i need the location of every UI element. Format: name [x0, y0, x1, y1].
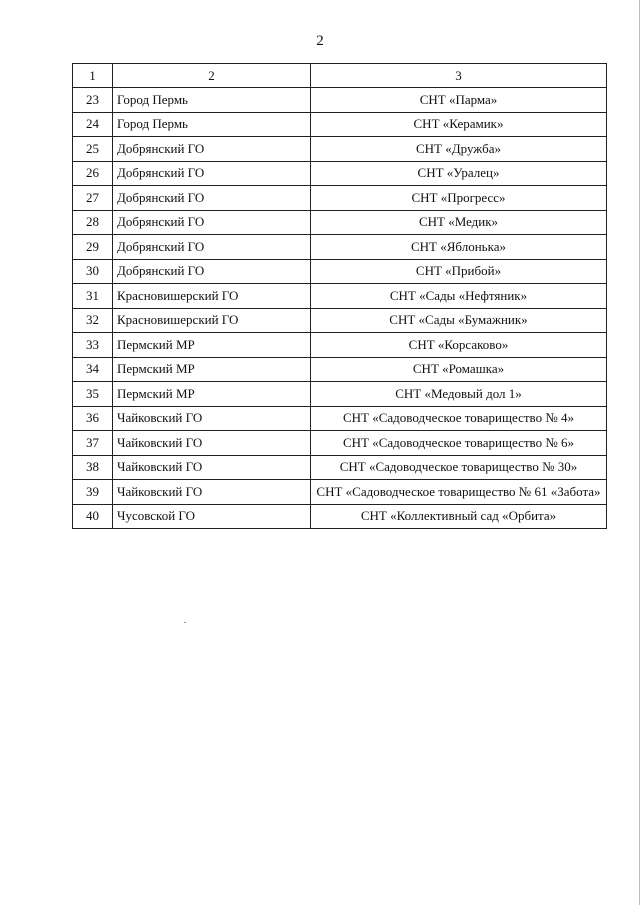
snt-name-cell: СНТ «Медик»: [311, 210, 607, 235]
row-number-cell: 29: [73, 235, 113, 260]
snt-name-cell: СНТ «Сады «Нефтяник»: [311, 284, 607, 309]
page-number: 2: [316, 33, 324, 49]
snt-name-cell: СНТ «Ромашка»: [311, 357, 607, 382]
table-row: [73, 161, 607, 186]
snt-name-cell: СНТ «Садоводческое товарищество № 6»: [311, 431, 607, 456]
table-row: [73, 431, 607, 456]
snt-name-cell: СНТ «Уралец»: [311, 161, 607, 186]
table-row: [73, 259, 607, 284]
municipality-cell: Добрянский ГО: [113, 161, 311, 186]
snt-name-cell: СНТ «Садоводческое товарищество № 4»: [311, 406, 607, 431]
table-row: [73, 333, 607, 358]
municipality-cell: Красновишерский ГО: [113, 308, 311, 333]
row-number-cell: 40: [73, 504, 113, 529]
table-row: [73, 308, 607, 333]
table-row: [73, 284, 607, 309]
row-number-cell: 36: [73, 406, 113, 431]
row-number-cell: 27: [73, 186, 113, 211]
municipality-cell: Красновишерский ГО: [113, 284, 311, 309]
municipality-cell: Добрянский ГО: [113, 137, 311, 162]
row-number-cell: 32: [73, 308, 113, 333]
row-number-cell: 33: [73, 333, 113, 358]
snt-name-cell: СНТ «Керамик»: [311, 112, 607, 137]
row-number-cell: 23: [73, 88, 113, 113]
table-row: [73, 186, 607, 211]
row-number-cell: 24: [73, 112, 113, 137]
municipality-cell: Чайковский ГО: [113, 406, 311, 431]
snt-name-cell: СНТ «Дружба»: [311, 137, 607, 162]
row-number-cell: 39: [73, 480, 113, 505]
table-row: [73, 455, 607, 480]
table-row: [73, 112, 607, 137]
snt-name-cell: СНТ «Корсаково»: [311, 333, 607, 358]
municipality-cell: Добрянский ГО: [113, 210, 311, 235]
scan-speck: [184, 622, 186, 623]
table-row: [73, 210, 607, 235]
snt-name-cell: СНТ «Медовый дол 1»: [311, 382, 607, 407]
row-number-cell: 37: [73, 431, 113, 456]
snt-table: [72, 63, 607, 529]
municipality-cell: Пермский МР: [113, 382, 311, 407]
row-number-cell: 28: [73, 210, 113, 235]
municipality-cell: Чайковский ГО: [113, 480, 311, 505]
header-col-1: 1: [73, 64, 113, 88]
row-number-cell: 31: [73, 284, 113, 309]
municipality-cell: Чусовской ГО: [113, 504, 311, 529]
snt-name-cell: СНТ «Яблонька»: [311, 235, 607, 260]
municipality-cell: Добрянский ГО: [113, 235, 311, 260]
table-row: [73, 235, 607, 260]
municipality-cell: Город Пермь: [113, 112, 311, 137]
row-number-cell: 25: [73, 137, 113, 162]
row-number-cell: 35: [73, 382, 113, 407]
snt-name-cell: СНТ «Сады «Бумажник»: [311, 308, 607, 333]
snt-name-cell: СНТ «Прогресс»: [311, 186, 607, 211]
table-row: [73, 406, 607, 431]
table-header-row: [73, 64, 607, 88]
municipality-cell: Добрянский ГО: [113, 259, 311, 284]
municipality-cell: Город Пермь: [113, 88, 311, 113]
table-body: [73, 64, 607, 529]
snt-name-cell: СНТ «Садоводческое товарищество № 61 «Забота»: [311, 480, 607, 505]
municipality-cell: Пермский МР: [113, 357, 311, 382]
municipality-cell: Чайковский ГО: [113, 455, 311, 480]
municipality-cell: Добрянский ГО: [113, 186, 311, 211]
table-row: [73, 504, 607, 529]
header-col-3: 3: [311, 64, 607, 88]
header-col-2: 2: [113, 64, 311, 88]
snt-name-cell: СНТ «Парма»: [311, 88, 607, 113]
snt-name-cell: СНТ «Прибой»: [311, 259, 607, 284]
row-number-cell: 34: [73, 357, 113, 382]
row-number-cell: 38: [73, 455, 113, 480]
municipality-cell: Пермский МР: [113, 333, 311, 358]
table-row: [73, 480, 607, 505]
municipality-cell: Чайковский ГО: [113, 431, 311, 456]
table-row: [73, 382, 607, 407]
snt-name-cell: СНТ «Садоводческое товарищество № 30»: [311, 455, 607, 480]
table-row: [73, 137, 607, 162]
row-number-cell: 30: [73, 259, 113, 284]
snt-name-cell: СНТ «Коллективный сад «Орбита»: [311, 504, 607, 529]
table-row: [73, 88, 607, 113]
table-row: [73, 357, 607, 382]
row-number-cell: 26: [73, 161, 113, 186]
